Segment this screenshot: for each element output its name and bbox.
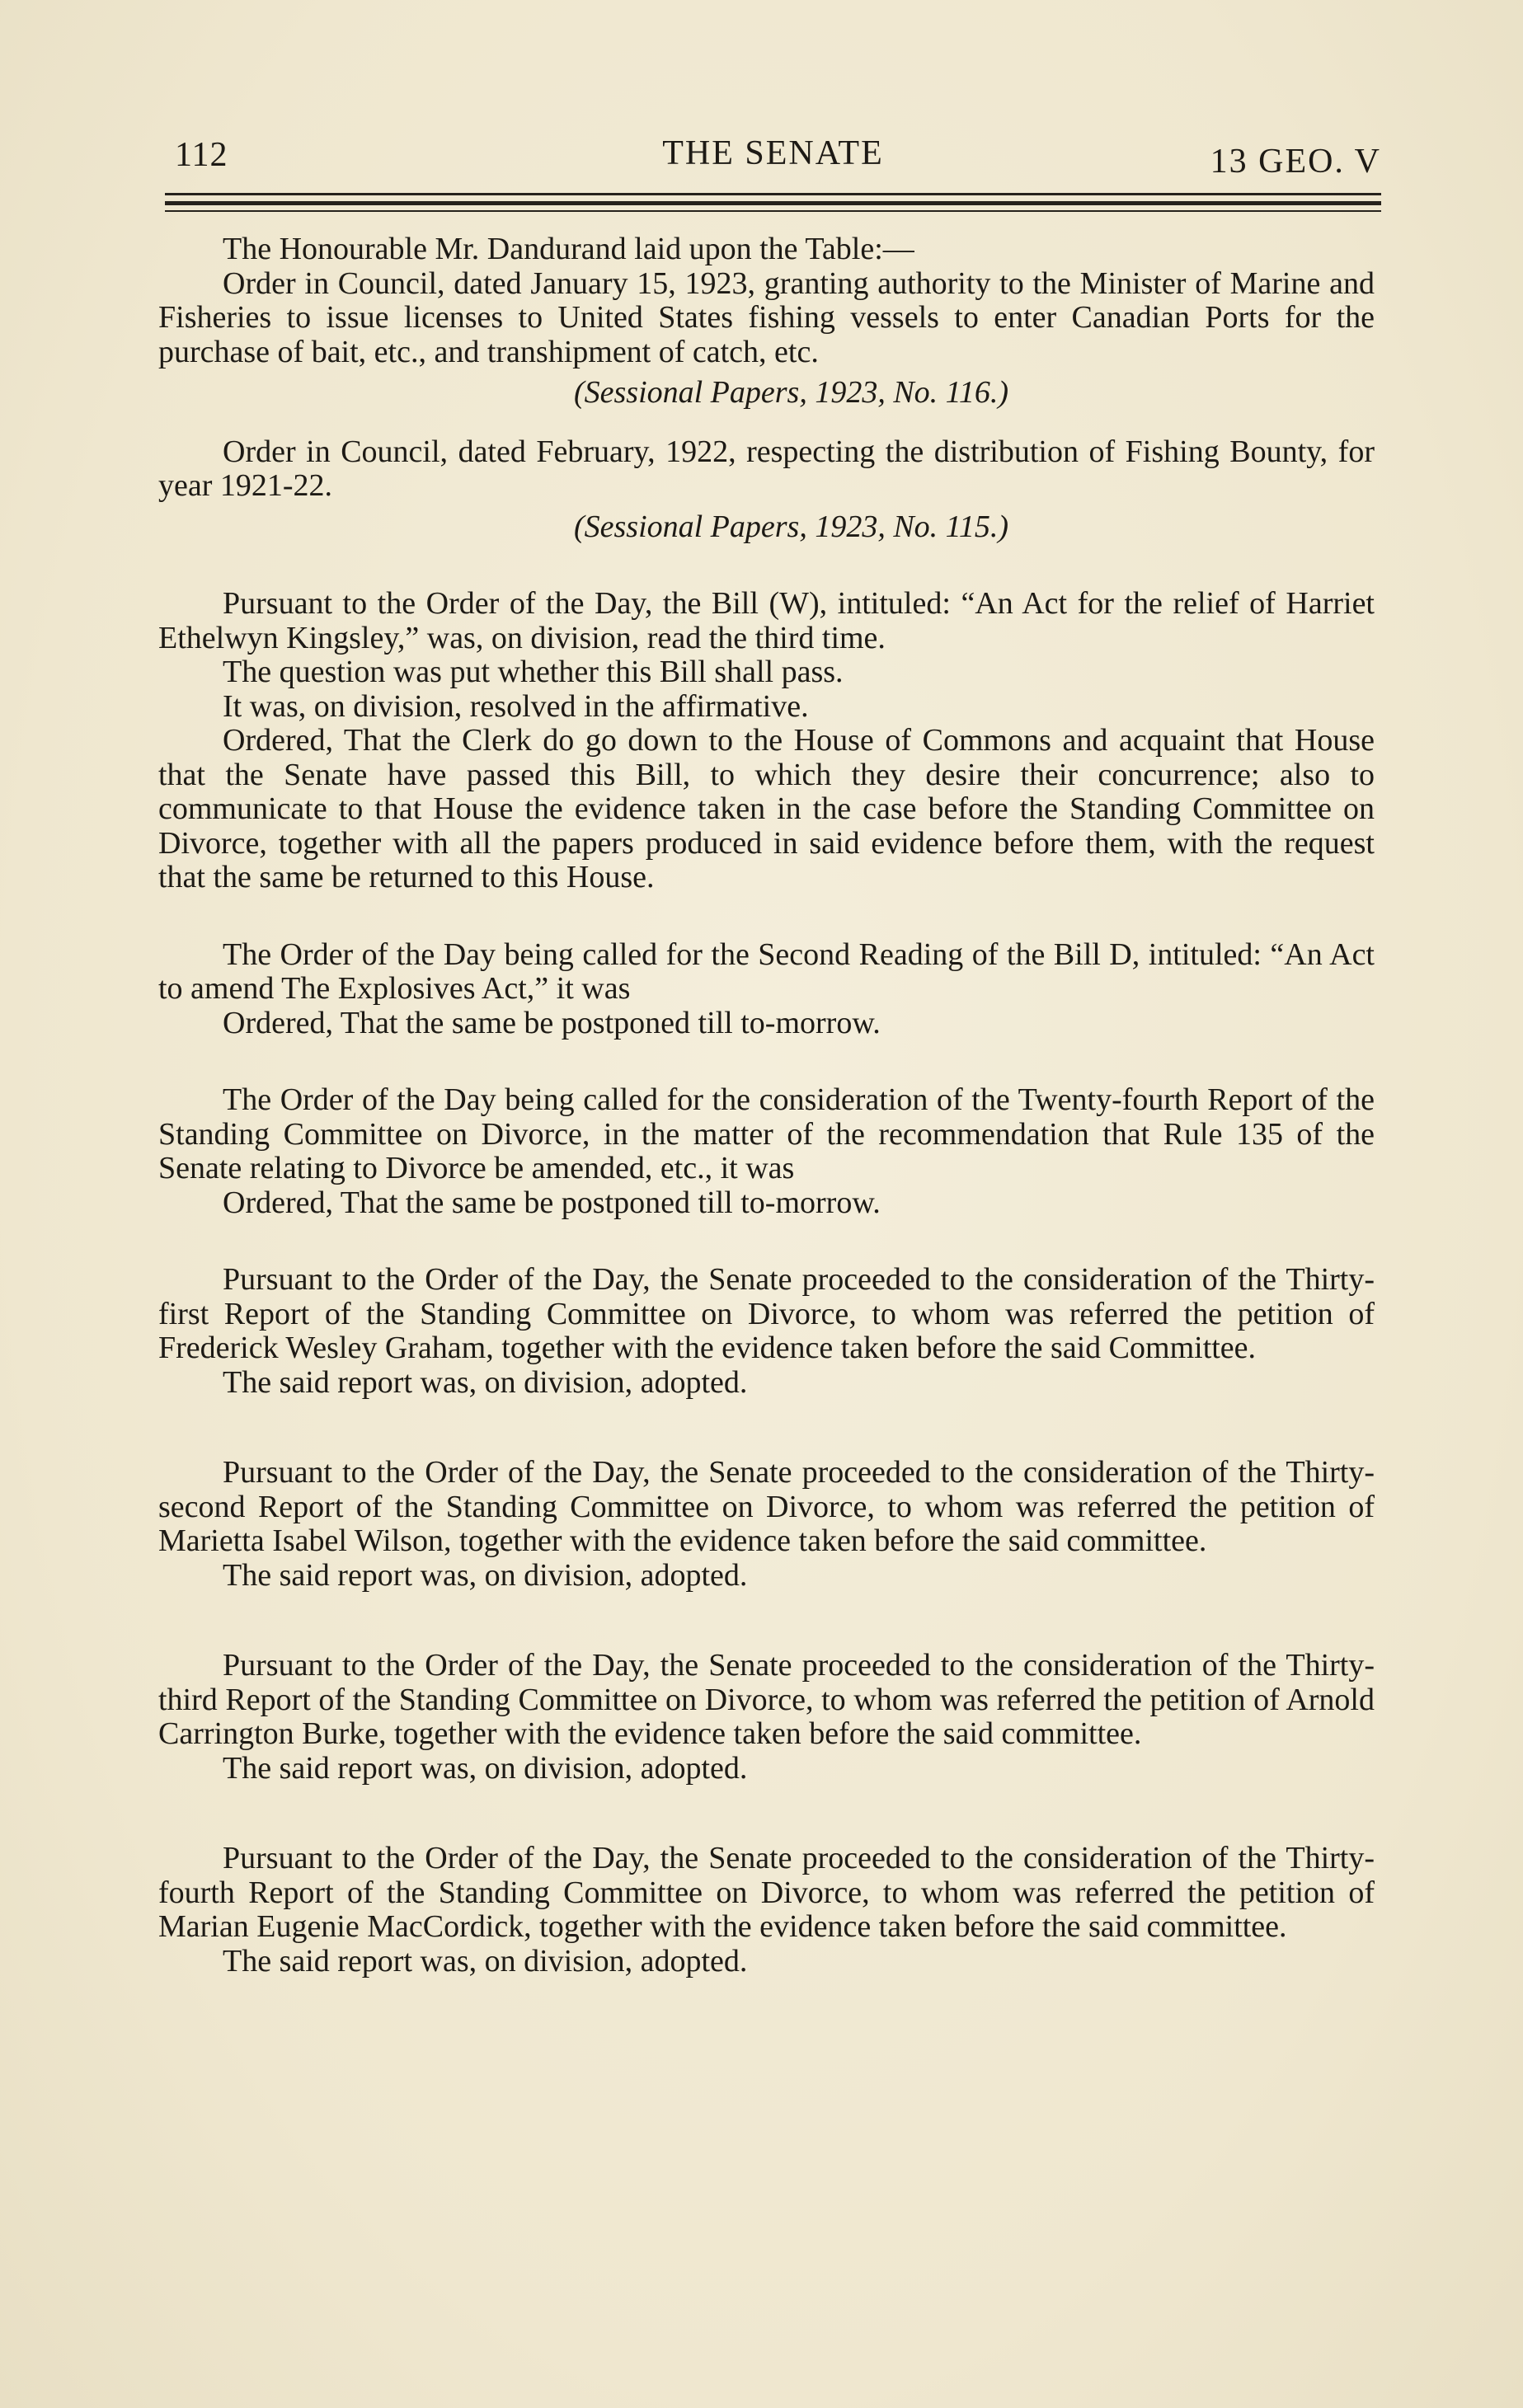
entry-fishing-bounty [158, 435, 1375, 545]
paragraph: The said report was, on division, adopted. [223, 1943, 748, 1979]
header-rule-middle [165, 201, 1381, 205]
paragraph: Order in Council, dated February, 1922, respecting the distribution of Fishing Bounty, for year 1921-22. [158, 434, 1375, 503]
paragraph: Ordered, That the Clerk do go down to the House of Commons and acquaint that House that the Senate have passed this Bill, to which they desire their concurrence; also to communicate to that House the evidence taken in the case before the Standing Committee on Divorce, together with all the papers produced in said evidence before them, with the request that the same be returned to this House. [158, 723, 1375, 894]
entry-bill-d [158, 938, 1375, 1041]
entry-tabled-papers [158, 232, 1375, 411]
paragraph: The Order of the Day being called for the consideration of the Twenty-fourth Report of the Standing Committee on Divorce, in the matter of the recommendation that Rule 135 of the Senate relating to Divorce be amended, etc., it was [158, 1082, 1375, 1185]
header-rule-bottom [165, 210, 1381, 212]
paragraph: Pursuant to the Order of the Day, the Senate proceeded to the consideration of the Thirty-third Report of the Standing Committee on Divorce, to whom was referred the petition of Arnold Carrington Burke, together with the evidence taken before the said committee. [158, 1648, 1375, 1751]
paragraph: The question was put whether this Bill shall pass. [223, 655, 844, 689]
regnal-year: 13 GEO. V [1210, 143, 1381, 181]
journal-body [158, 232, 1375, 1979]
paragraph: Pursuant to the Order of the Day, the Senate proceeded to the consideration of the Thirty-fourth Report of the Standing Committee on Divorce, to whom was referred the petition of Marian Eugenie MacCordick, together with the evidence taken before the said committee. [158, 1841, 1375, 1944]
paragraph: Pursuant to the Order of the Day, the Bill (W), intituled: “An Act for the relief of Harriet Ethelwyn Kingsley,” was, on division, read the third time. [158, 586, 1375, 655]
paragraph: The said report was, on division, adopted. [223, 1750, 748, 1786]
paragraph: The Order of the Day being called for the Second Reading of the Bill D, intituled: “An Act to amend The Explosives Act,” it was [158, 936, 1375, 1006]
paragraph: The said report was, on division, adopted. [223, 1557, 748, 1593]
page-title: THE SENATE [662, 134, 884, 172]
paragraph: The Honourable Mr. Dandurand laid upon the Table:— [223, 232, 914, 266]
header-rule-top [165, 193, 1381, 195]
entry-thirty-third-report [158, 1649, 1375, 1786]
page-number: 112 [175, 136, 228, 174]
entry-thirty-first-report [158, 1263, 1375, 1400]
paragraph: Pursuant to the Order of the Day, the Senate proceeded to the consideration of the Thirty-first Report of the Standing Committee on Divorce, to whom was referred the petition of Frederick Wesley Graham, together with the evidence taken before the said Committee. [158, 1262, 1375, 1365]
entry-twenty-fourth-report [158, 1083, 1375, 1220]
paragraph: Ordered, That the same be postponed till to-morrow. [223, 1005, 881, 1040]
paragraph: Order in Council, dated January 15, 1923, granting authority to the Minister of Marine and Fisheries to issue licenses to United States fishing vessels to enter Canadian Ports for the purchase of bait, etc., and transhipment of catch, etc. [158, 265, 1375, 369]
paragraph: Pursuant to the Order of the Day, the Senate proceeded to the consideration of the Thirty-second Report of the Standing Committee on Divorce, to whom was referred the petition of Marietta Isabel Wilson, together with the evidence taken before the said committee. [158, 1455, 1375, 1558]
paragraph: It was, on division, resolved in the affirmative. [223, 688, 809, 724]
paragraph: Ordered, That the same be postponed till to-morrow. [223, 1185, 881, 1220]
page-header [165, 130, 1381, 180]
entry-bill-w [158, 587, 1375, 895]
sessional-paper-reference: (Sessional Papers, 1923, No. 115.) [573, 509, 1009, 544]
entry-thirty-second-report [158, 1456, 1375, 1593]
entry-thirty-fourth-report [158, 1842, 1375, 1979]
paragraph: The said report was, on division, adopted. [223, 1364, 748, 1400]
sessional-paper-reference: (Sessional Papers, 1923, No. 116.) [573, 375, 1009, 410]
